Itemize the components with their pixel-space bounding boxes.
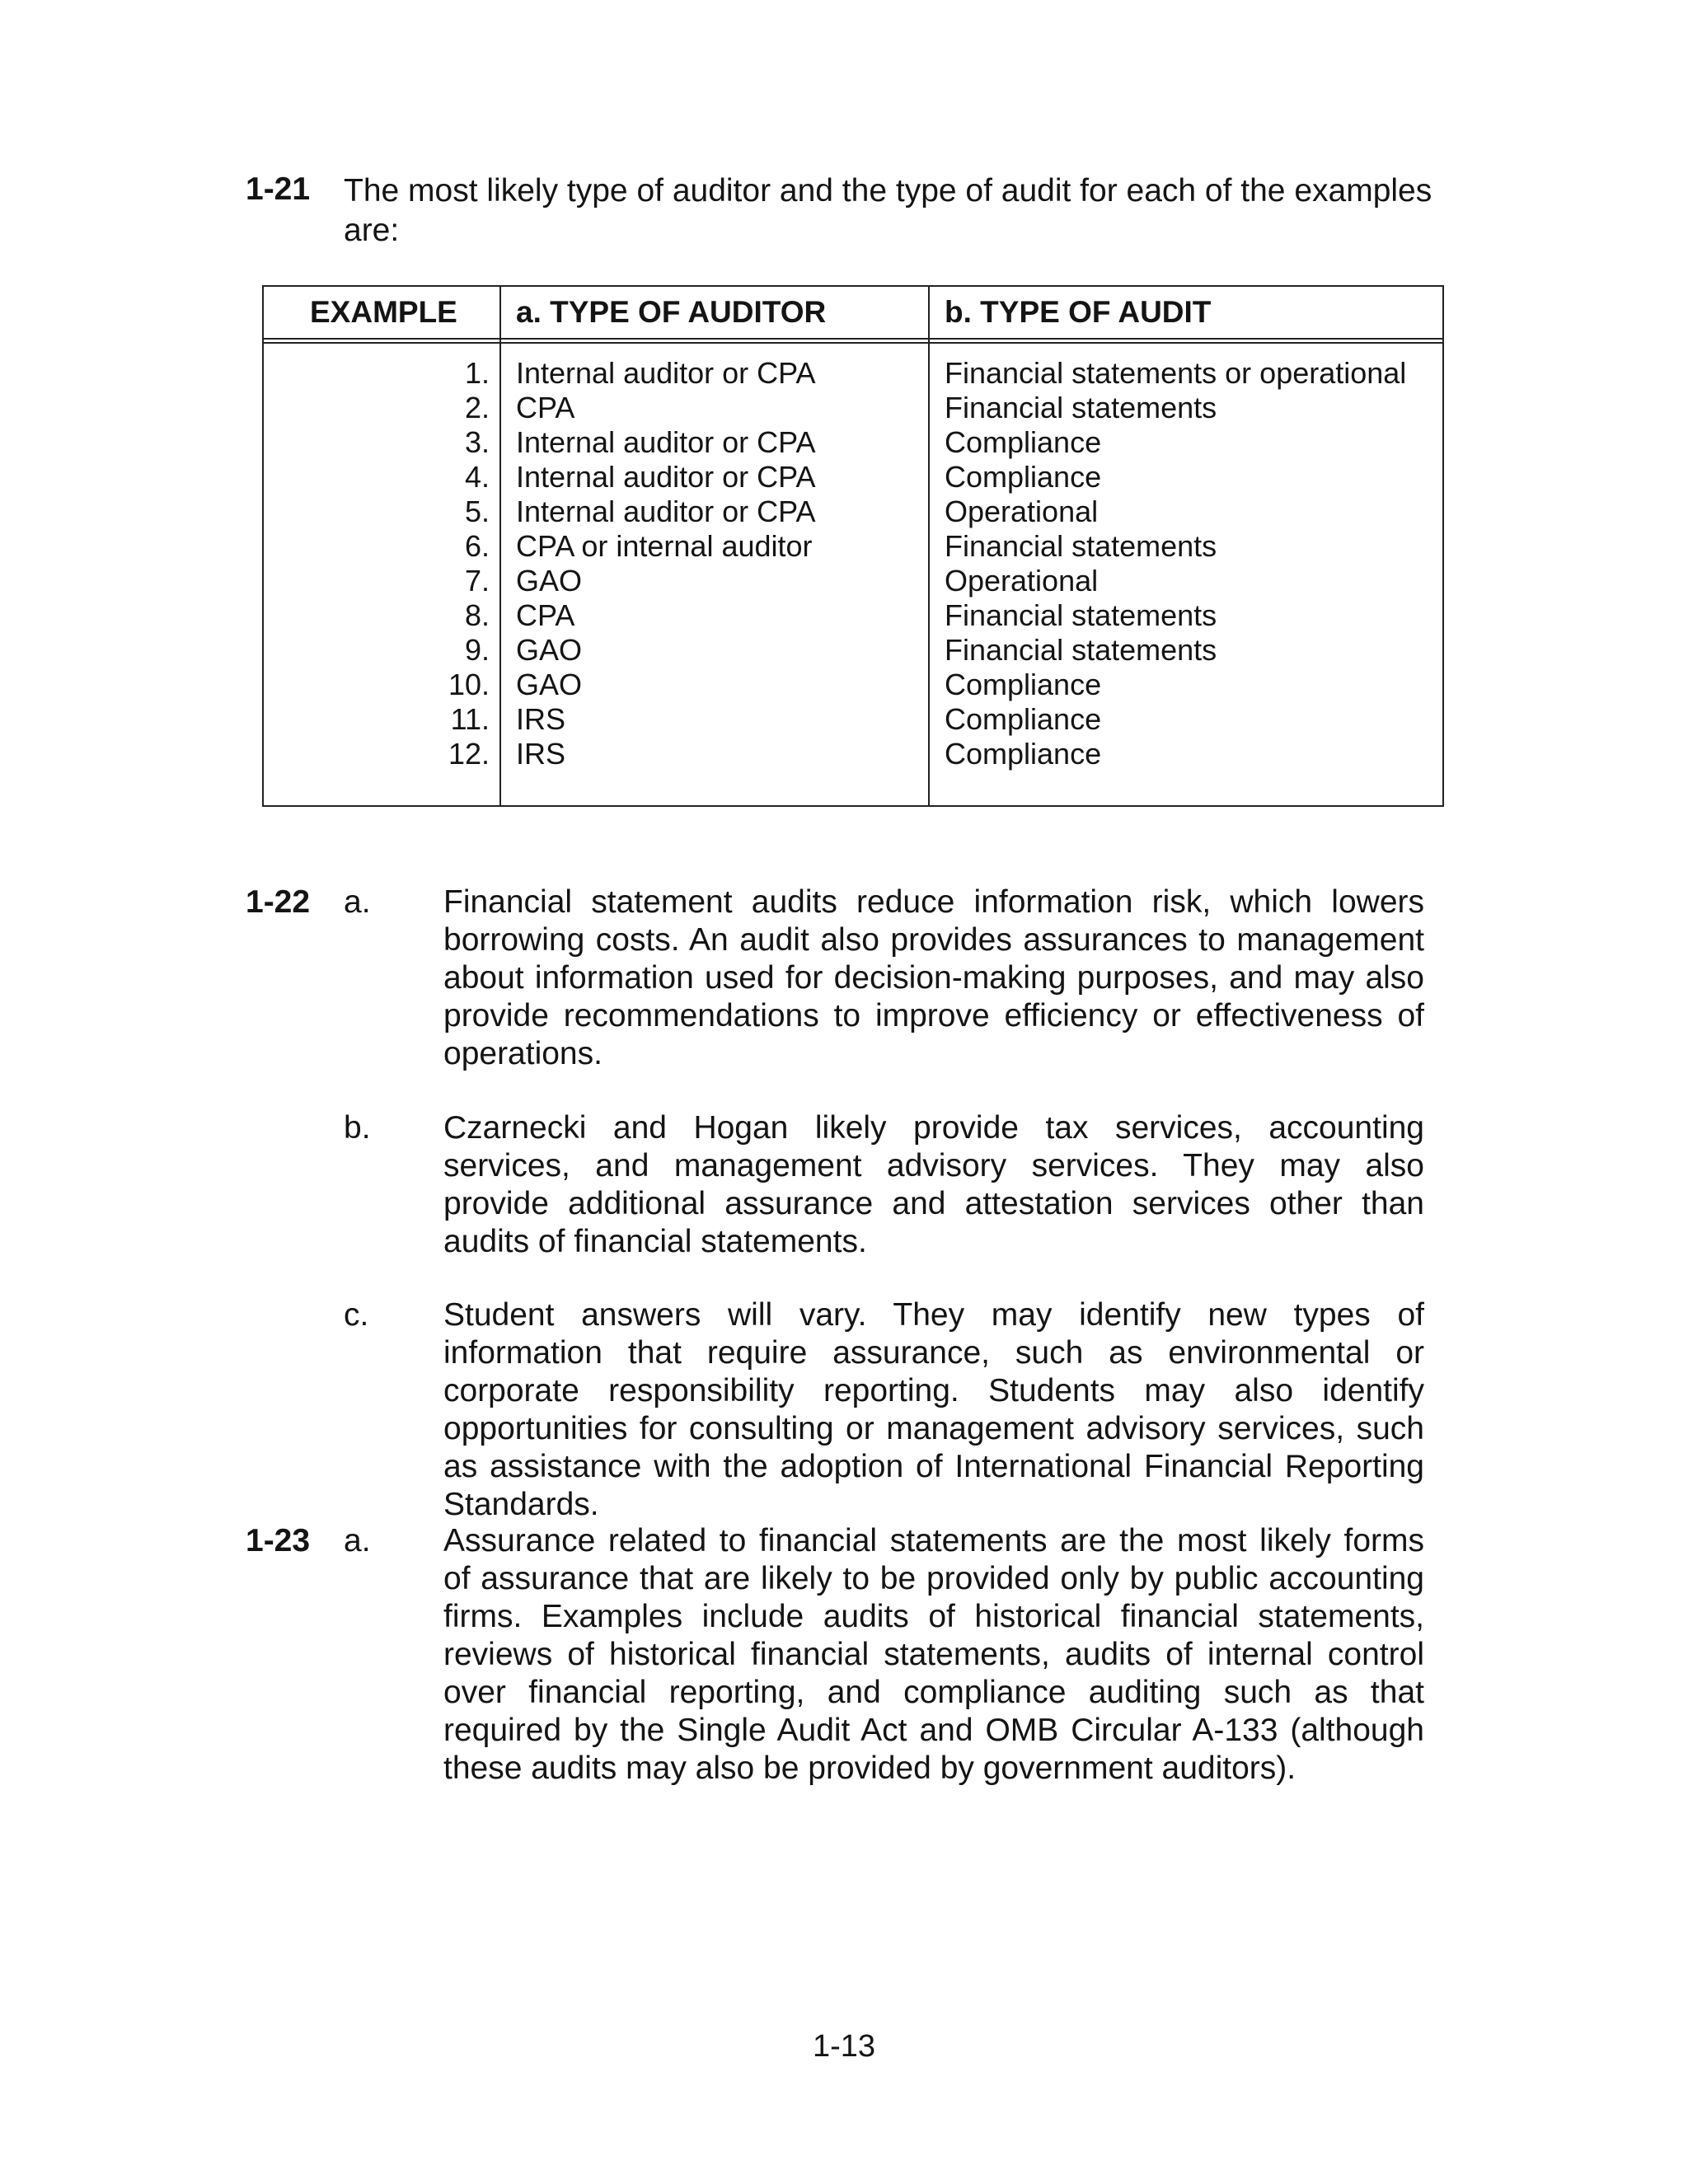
question-number-1-21: 1-21 <box>246 171 311 207</box>
table-cell: 5. <box>464 494 490 528</box>
table-cell: Compliance <box>945 425 1102 459</box>
table-cell: 10. <box>448 668 490 701</box>
type-of-auditor-column <box>516 356 816 771</box>
header-example: EXAMPLE <box>310 295 457 329</box>
table-cell: 8. <box>464 598 490 632</box>
table-cell: 7. <box>464 564 490 598</box>
table-column-divider <box>928 287 930 805</box>
table-cell: 2. <box>464 391 490 424</box>
table-cell: 11. <box>450 702 490 736</box>
table-cell: Financial statements <box>945 529 1217 563</box>
header-type-of-audit: b. TYPE OF AUDIT <box>945 295 1212 329</box>
part-b-label: b. <box>344 1110 371 1146</box>
table-cell: Internal auditor or CPA <box>516 460 816 494</box>
table-cell: Financial statements <box>945 391 1217 424</box>
table-cell: Financial statements <box>945 598 1217 632</box>
page-number: 1-13 <box>812 2029 876 2064</box>
table-cell: Operational <box>945 494 1099 528</box>
part-c-label: c. <box>344 1297 369 1333</box>
table-cell: 1. <box>464 356 490 390</box>
header-type-of-auditor: a. TYPE OF AUDITOR <box>516 295 827 329</box>
part-a-label: a. <box>344 884 371 920</box>
table-cell: 12. <box>448 737 490 771</box>
question-1-21-intro: The most likely type of auditor and the type of audit for each of the examples are: <box>344 173 1432 248</box>
example-number-column <box>448 356 490 771</box>
table-cell: CPA <box>516 598 575 632</box>
auditor-audit-table <box>262 285 1444 807</box>
table-cell: CPA <box>516 391 575 424</box>
table-cell: Operational <box>945 564 1099 598</box>
table-cell: GAO <box>516 564 583 598</box>
table-cell: Financial statements or operational <box>945 356 1407 390</box>
question-number-1-23: 1-23 <box>246 1523 311 1558</box>
table-cell: Compliance <box>945 668 1102 701</box>
part-a-label: a. <box>344 1523 371 1558</box>
table-cell: Internal auditor or CPA <box>516 494 816 528</box>
table-cell: Compliance <box>945 460 1102 494</box>
table-header-double-rule <box>264 342 1442 344</box>
type-of-audit-column <box>945 356 1406 771</box>
table-cell: Financial statements <box>945 633 1217 667</box>
table-cell: Internal auditor or CPA <box>516 356 816 390</box>
table-cell: GAO <box>516 633 583 667</box>
table-cell: 3. <box>464 425 490 459</box>
table-cell: Compliance <box>945 702 1102 736</box>
table-column-divider <box>499 287 501 805</box>
table-cell: IRS <box>516 702 566 736</box>
table-cell: 6. <box>464 529 490 563</box>
table-cell: GAO <box>516 668 583 701</box>
answer-1-23-a: Assurance related to financial statements are the most likely forms of assurance that are likely to be provided only by public accounting firms. Examples include audits of historical financial statements, reviews of historical financial statements, audits of internal control over financial reporting, and compliance auditing such as that required by the Single Audit Act and OMB Circular A-133 (although these audits may also be provided by government auditors). <box>443 1523 1424 1786</box>
table-cell: Compliance <box>945 737 1102 771</box>
question-number-1-22: 1-22 <box>246 884 311 920</box>
table-cell: 4. <box>464 460 490 494</box>
table-cell: 9. <box>464 633 490 667</box>
table-cell: IRS <box>516 737 566 771</box>
table-cell: CPA or internal auditor <box>516 529 813 563</box>
answer-1-22-b: Czarnecki and Hogan likely provide tax services, accounting services, and management advisory services. They may also provide additional assurance and attestation services other than audits of financial statements. <box>443 1110 1424 1259</box>
answer-1-22-c: Student answers will vary. They may identify new types of information that require assurance, such as environmental or corporate responsibility reporting. Students may also identify opportunities for consulting or management advisory services, such as assistance with the adoption of International Financial Reporting Standards. <box>443 1297 1424 1522</box>
answer-1-22-a: Financial statement audits reduce information risk, which lowers borrowing costs. An audit also provides assurances to management about information used for decision-making purposes, and may also provide recommendations to improve efficiency or effectiveness of operations. <box>443 884 1424 1071</box>
table-cell: Internal auditor or CPA <box>516 425 816 459</box>
